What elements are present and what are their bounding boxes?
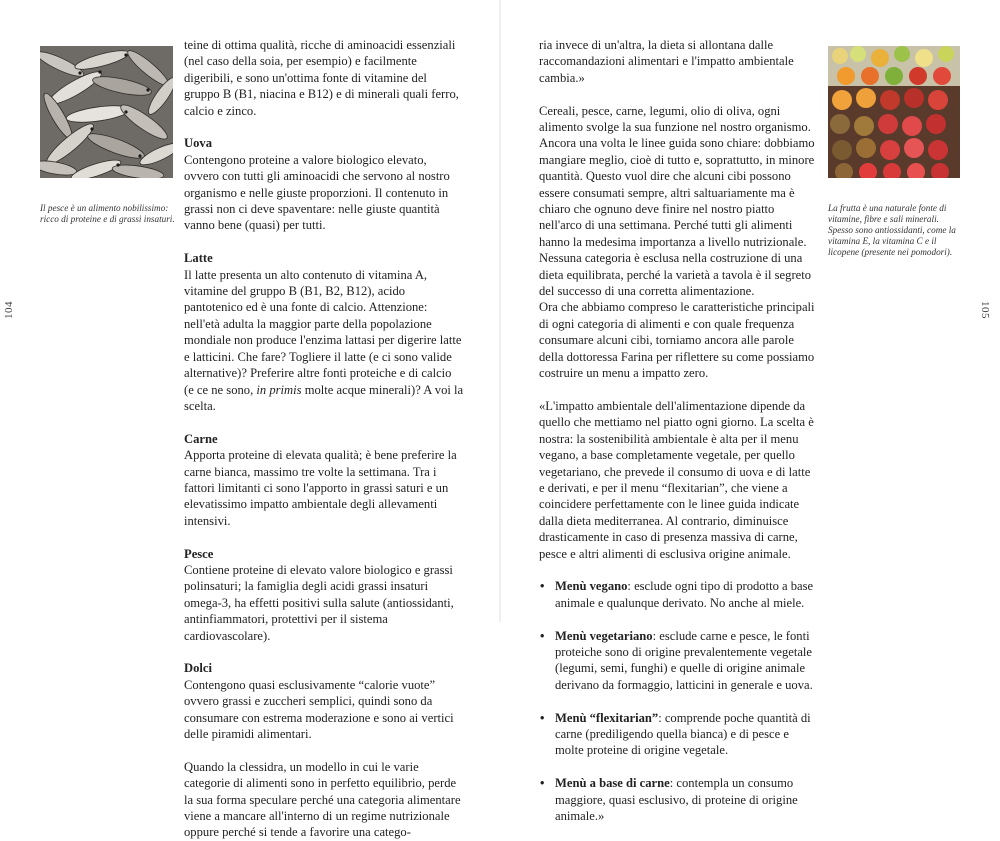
fish-image [40, 46, 173, 178]
closing-paragraph: Quando la clessidra, un modello in cui le varie categorie di alimenti sono in perfetto equilibrio, perde la sua forma speculare perché una categoria alimentare viene a mancare all'interno di un regime nutrizionale oppure perché si tende a favorire una catego- [184, 759, 461, 840]
fish-photo [40, 46, 173, 178]
section-title-uova: Uova [184, 136, 212, 151]
latte-text-a: Il latte presenta un alto contenuto di vitamina A, vitamine del gruppo B (B1, B2, B12), acido pantotenico ed è una fonte di calcio. Attenzione: nell'età adulta la maggior parte della popolazione mondiale non produce l'enzima lattasi per digerire latte e latticini. Che fare? Togliere il latte (e ci sono valide alternative)? Preferire altre fonti proteiche e di calcio (e ce ne sono, [184, 267, 462, 397]
menu-term: Menù a base di carne [555, 776, 670, 791]
menu-desc: : contempla un consumo maggiore, quasi esclusivo, di proteine di origine animale.» [555, 776, 798, 823]
menu-list [539, 578, 819, 824]
right-paragraph-1: ria invece di un'altra, la dieta si allontana dalle raccomandazioni alimentari e l'impatto ambientale cambia.» [539, 38, 794, 85]
page-number-right: 105 [979, 301, 991, 319]
list-item [539, 710, 819, 759]
section-title-carne: Carne [184, 431, 218, 446]
menu-desc: : comprende poche quantità di carne (prediligendo quella bianca) e di pesce e molte proteine di origine vegetale. [555, 710, 811, 758]
fruit-image [828, 46, 960, 178]
section-title-dolci: Dolci [184, 661, 212, 676]
menu-desc: : esclude carne e pesce, le fonti proteiche sono di origine prevalentemente vegetale (legumi, semi, funghi) e quelle di origine animale derivano da formaggio, latticini in generale e uova. [555, 628, 813, 692]
section-text-carne: Apporta proteine di elevata qualità; è bene preferire la carne bianca, massimo tre volte la settimana. Tra i fattori limitanti ci sono l'apporto in grassi saturi e un elevatissimo impatto ambientale degli allevamenti intensivi. [184, 448, 457, 528]
right-paragraph-3: Ora che abbiamo compreso le caratteristiche principali di ogni categoria di alimenti e con quale frequenza consumare alcuni cibi, torniamo ancora alle parole della dottoressa Farina per riflettere su come possiamo costruire un menu a impatto zero. [539, 300, 815, 381]
menu-term: Menù vegano [555, 579, 628, 594]
section-text-pesce: Contiene proteine di elevato valore biologico e grassi polinsaturi; la famiglia degli acidi grassi insaturi omega-3, ha effetti positivi sulla salute (antiossidanti, antinfiammatori, protettivi per il sistema cardiovascolare). [184, 562, 454, 643]
list-item [539, 775, 819, 824]
page-number-left: 104 [3, 301, 15, 319]
section-title-latte: Latte [184, 251, 213, 266]
left-text-column [184, 37, 464, 841]
menu-term: Menù vegetariano [555, 628, 653, 643]
right-page [501, 0, 1000, 823]
intro-paragraph: teine di ottima qualità, ricche di aminoacidi essenziali (nel caso della soia, per esempio) e facilmente digeribili, e sono un'ottima fonte di vitamine del gruppo B (B1, niacina e B12) e di minerali quali ferro, calcio e zinco. [184, 38, 459, 118]
section-text-dolci: Contengono quasi esclusivamente “calorie vuote” ovvero grassi e zuccheri semplici, quindi sono da consumare con estrema moderazione e sono ai vertici delle piramidi alimentari. [184, 677, 454, 741]
menu-term: Menù “flexitarian” [555, 710, 659, 725]
fish-caption: Il pesce è un alimento nobilissimo: ricco di proteine e di grassi insaturi. [40, 203, 175, 224]
right-paragraph-2: Cereali, pesce, carne, legumi, olio di oliva, ogni alimento svolge la sua funzione nel nostro organismo. Ancora una volta le linee guida sono chiare: dobbiamo mangiare meglio, cioè di tutto e, soprattutto, in minore quantità. Questo vuol dire che alcuni cibi possono essere consumati sempre, altri saltuariamente ma è chiaro che ognuno deve finire nel nostro piatto nell'arco di una settimana. Perché tutti gli alimenti hanno la medesima importanza a livello nutrizionale. Nessuna categoria è esclusa nella costruzione di una dieta equilibrata, perché la varietà a tavola è il segreto del successo di una corretta alimentazione. [539, 103, 815, 299]
fruit-caption: La frutta è una naturale fonte di vitamine, fibre e sali minerali. Spesso sono antiossidanti, come la vitamina E, la vitamina C e il licopene (presente nei pomodori). [828, 203, 956, 257]
fruit-photo [828, 46, 960, 178]
left-page [0, 0, 499, 840]
list-item [539, 578, 819, 611]
section-title-pesce: Pesce [184, 546, 214, 561]
right-text-column [539, 37, 819, 824]
list-item [539, 628, 819, 694]
section-text-latte [184, 267, 464, 415]
latte-text-em: in primis [256, 382, 302, 397]
section-text-uova: Contengono proteine a valore biologico elevato, ovvero con tutti gli aminoacidi che servono al nostro organismo e nelle giuste proporzioni. Il contenuto in grassi non ci deve spaventare: nelle giuste quantità vanno bene (quasi) per tutti. [184, 152, 450, 233]
menu-desc: : esclude ogni tipo di prodotto a base animale e qualunque derivato. No anche al miele. [555, 579, 814, 610]
right-paragraph-4: «L'impatto ambientale dell'alimentazione dipende da quello che mettiamo nel piatto ogni giorno. La scelta è nostra: la sostenibilità ambientale è alta per il menu vegano, a base completamente vegetale, per quello vegetariano, che prevede il consumo di uova e di latte e derivati, e per il menu “flexitarian”, che viene a coincidere perfettamente con le linee guida indicate dalla dieta mediterranea. Al contrario, diminuisce drasticamente in caso di presenza massiva di carne, pesce e altri alimenti di esclusiva origine animale. [539, 398, 814, 561]
latte-text-b: molte acque minerali)? A voi la scelta. [184, 382, 464, 413]
